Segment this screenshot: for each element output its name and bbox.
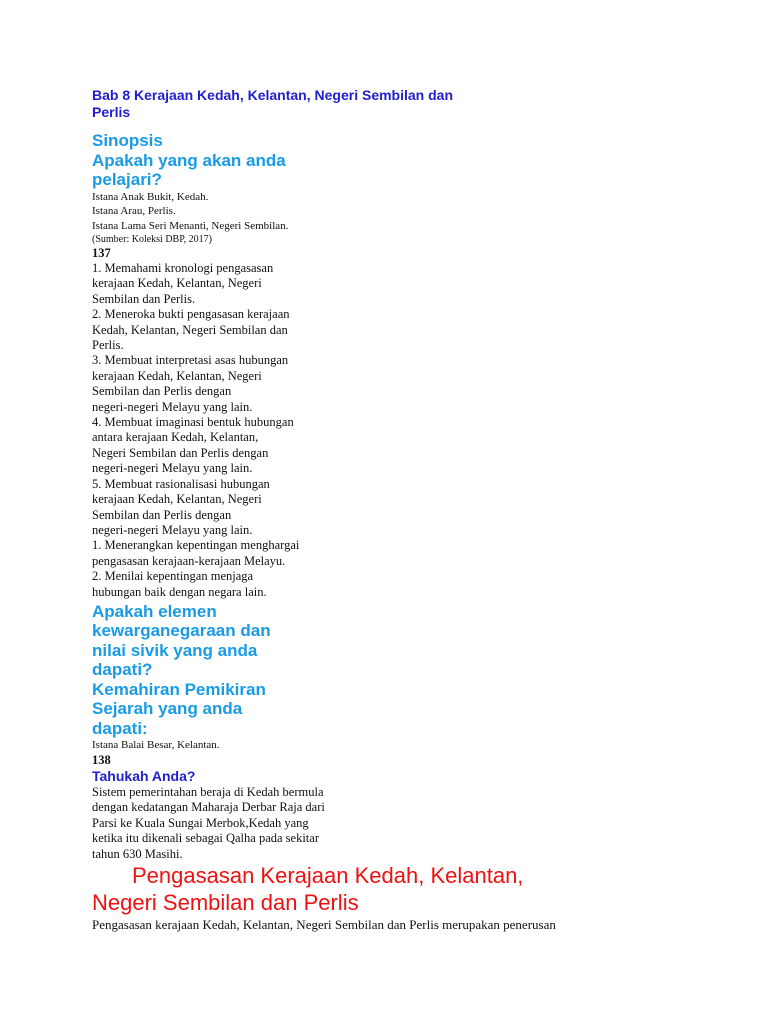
image-caption: Istana Arau, Perlis. — [92, 205, 176, 217]
objective-line: kerajaan Kedah, Kelantan, Negeri — [92, 276, 262, 291]
sinopsis-section — [92, 131, 732, 190]
elemen-heading-line: Sejarah yang anda — [92, 699, 243, 719]
image-caption: Istana Balai Besar, Kelantan. — [92, 739, 220, 752]
objective-line: Sembilan dan Perlis dengan — [92, 384, 232, 399]
objective-line: Kedah, Kelantan, Negeri Sembilan dan — [92, 322, 288, 337]
elemen-heading-line: dapati: — [92, 718, 148, 738]
tahukah-line: Parsi ke Kuala Sungai Merbok,Kedah yang — [92, 815, 309, 830]
section-title — [92, 862, 732, 916]
objective-line: Sembilan dan Perlis. — [92, 291, 196, 306]
objective-line: antara kerajaan Kedah, Kelantan, — [92, 430, 259, 445]
elemen-heading — [92, 602, 732, 739]
objective-line: negeri-negeri Melayu yang lain. — [92, 461, 253, 476]
chapter-title: Bab 8 Kerajaan Kedah, Kelantan, Negeri Sembilan dan Perlis — [92, 87, 453, 120]
source-caption: (Sumber: Koleksi DBP, 2017) — [92, 234, 212, 245]
objective-line: negeri-negeri Melayu yang lain. — [92, 522, 253, 537]
objective-line: 3. Membuat interpretasi asas hubungan — [92, 353, 289, 368]
objective-line: Perlis. — [92, 338, 124, 353]
section-title-line: Negeri Sembilan dan Perlis — [92, 889, 359, 915]
objectives-list — [92, 261, 732, 600]
objective-line: Negeri Sembilan dan Perlis dengan — [92, 445, 269, 460]
section-title-line: Pengasasan Kerajaan Kedah, Kelantan, — [132, 862, 524, 888]
sinopsis-question — [92, 151, 732, 190]
tahukah-line: Sistem pemerintahan beraja di Kedah bermula — [92, 784, 324, 799]
tahukah-line: ketika itu dikenali sebagai Qalha pada sekitar — [92, 831, 319, 846]
image-caption: Istana Lama Seri Menanti, Negeri Sembilan. — [92, 219, 289, 232]
sinopsis-question-line: Apakah yang akan anda — [92, 150, 286, 170]
objective-line: 5. Membuat rasionalisasi hubungan — [92, 476, 270, 491]
page-number: 138 — [92, 752, 111, 767]
elemen-heading-line: dapati? — [92, 660, 153, 680]
objective-line: hubungan baik dengan negara lain. — [92, 584, 267, 599]
elemen-heading-line: kewarganegaraan dan — [92, 621, 271, 641]
page-number: 137 — [92, 246, 111, 260]
elemen-heading-line: nilai sivik yang anda — [92, 640, 258, 660]
tahukah-box — [92, 768, 732, 862]
objective-line: kerajaan Kedah, Kelantan, Negeri — [92, 492, 262, 507]
objective-line: kerajaan Kedah, Kelantan, Negeri — [92, 368, 262, 383]
elemen-heading-line: Kemahiran Pemikiran — [92, 679, 266, 699]
objective-line: 1. Menerangkan kepentingan menghargai — [92, 538, 300, 553]
tahukah-heading: Tahukah Anda? — [92, 767, 196, 784]
tahukah-line: tahun 630 Masihi. — [92, 846, 183, 861]
sinopsis-heading: Sinopsis — [92, 131, 163, 150]
objective-line: 2. Menilai kepentingan menjaga — [92, 569, 254, 584]
section-body: Pengasasan kerajaan Kedah, Kelantan, Negeri Sembilan dan Perlis merupakan penerusan — [92, 916, 556, 932]
document-content — [92, 87, 732, 933]
objective-line: pengasasan kerajaan-kerajaan Melayu. — [92, 553, 286, 568]
objective-line: 2. Meneroka bukti pengasasan kerajaan — [92, 307, 290, 322]
objective-line: Sembilan dan Perlis dengan — [92, 507, 232, 522]
tahukah-line: dengan kedatangan Maharaja Derbar Raja dari — [92, 800, 325, 815]
objective-line: negeri-negeri Melayu yang lain. — [92, 399, 253, 414]
objective-line: 4. Membuat imaginasi bentuk hubungan — [92, 415, 294, 430]
sinopsis-question-line: pelajari? — [92, 170, 162, 189]
elemen-heading-line: Apakah elemen — [92, 601, 217, 621]
objective-line: 1. Memahami kronologi pengasasan — [92, 261, 274, 275]
image-caption: Istana Anak Bukit, Kedah. — [92, 190, 209, 203]
image-captions — [92, 190, 732, 247]
